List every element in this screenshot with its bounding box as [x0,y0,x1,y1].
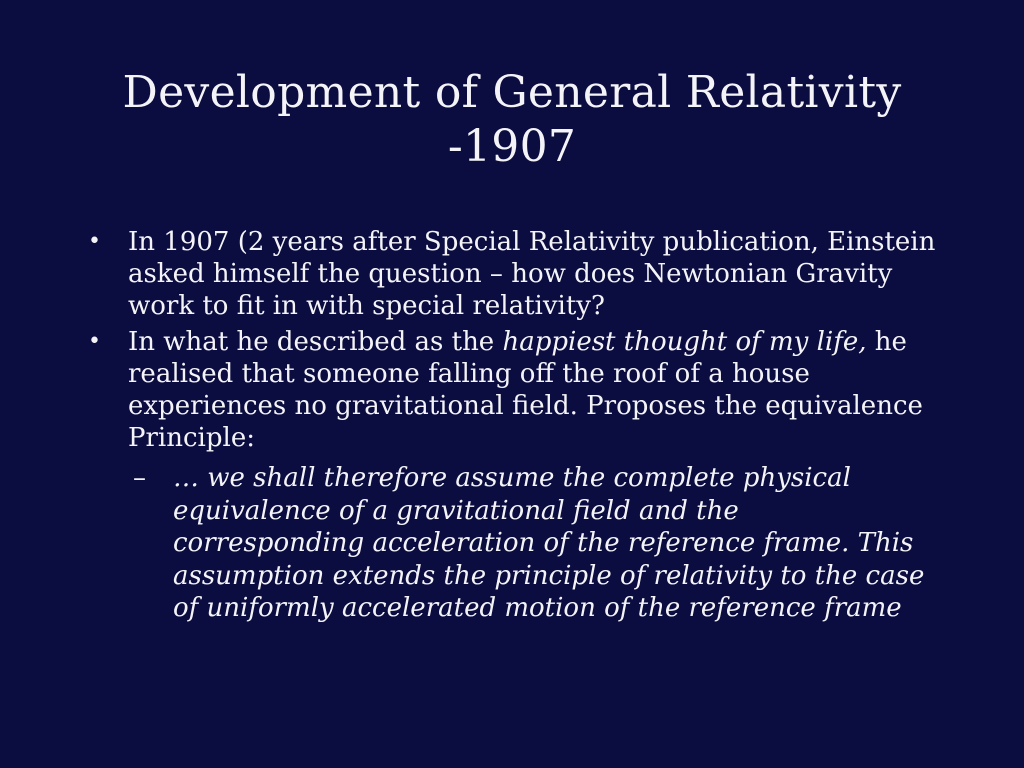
bullet-item-1 [88,226,938,322]
bullet-dot-icon: • [88,329,101,354]
bullet-dot-icon: • [88,229,101,254]
slide-title-line-2: -1907 [447,121,577,172]
bullet-text-2-end: he realised that someone falling off the roof of a house experiences no gravitational field. Proposes the equivalence Principle: [128,327,923,453]
slide-title-line-1: Development of General Relativity [122,67,902,118]
slide-title [60,66,964,174]
dash-icon: – [133,463,146,493]
bullet-text-2-emphasis: happiest thought of my life, [502,327,867,357]
sub-bullet-quote: … we shall therefore assume the complete physical equivalence of a gravitational field and the corresponding acceleration of the reference frame. This assumption extends the principle of relativity to the case of uniformly accelerated motion of the reference frame [173,463,925,623]
sub-bullet-item [133,462,938,625]
bullet-text-2-start: In what he described as the [128,327,503,357]
bullet-text-1: In 1907 (2 years after Special Relativity publication, Einstein asked himself the question – how does Newtonian Gravity work to fit in with special relativity? [128,227,936,321]
bullet-item-2 [88,326,938,454]
slide-body [88,226,938,625]
